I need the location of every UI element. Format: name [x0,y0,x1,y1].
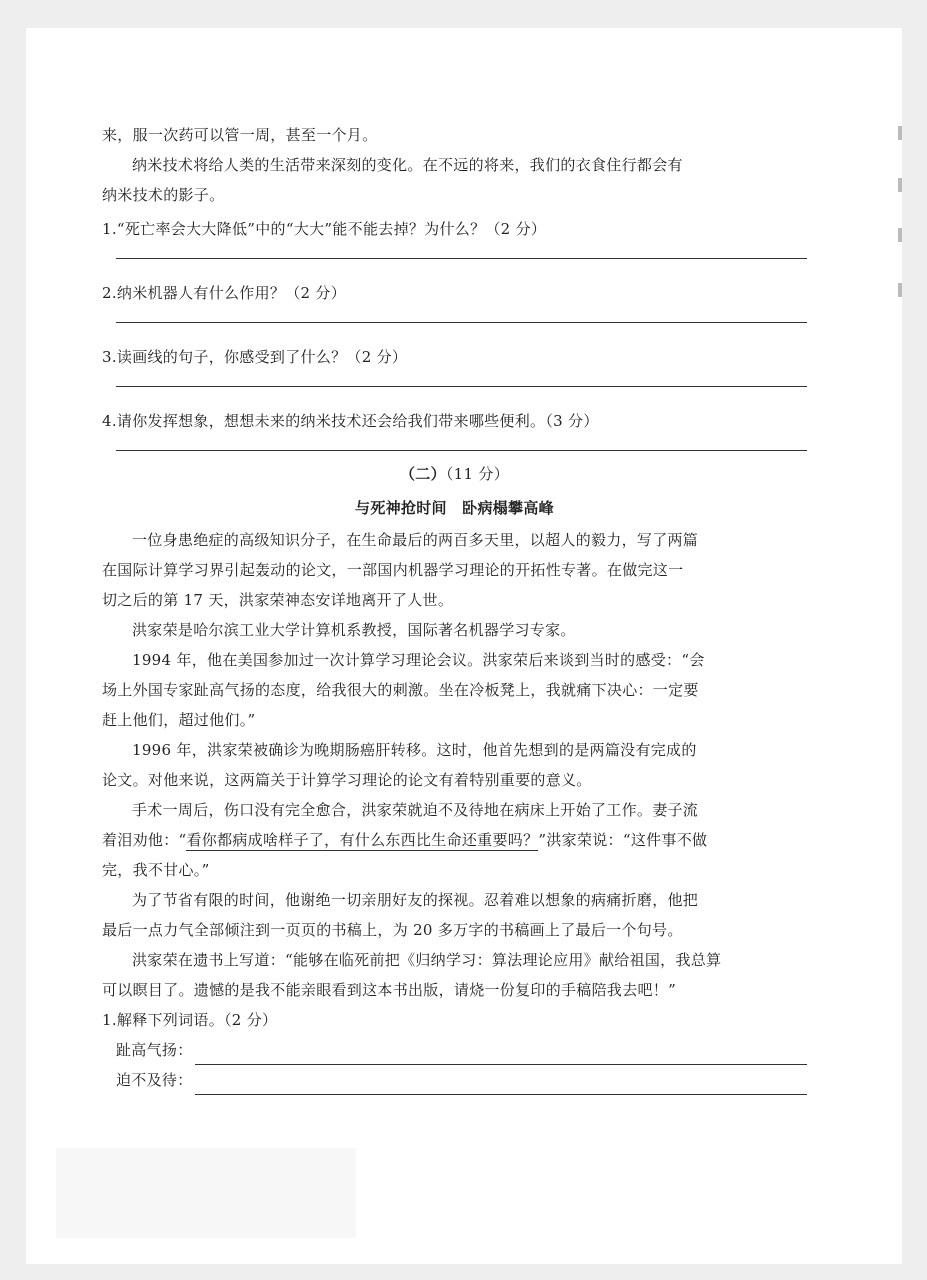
text-line: 最后一点力气全部倾注到一页页的书稿上，为 20 多万字的书稿画上了最后一个句号。 [102,921,683,939]
text-fragment: ”洪家荣说：“这件事不做 [538,831,708,849]
text-line-with-underline [102,825,807,855]
text-fragment: 着泪劝他：“ [102,831,187,849]
edge-mark [898,228,902,242]
scan-smudge [56,1148,356,1238]
text-line: 手术一周后，伤口没有完全愈合，洪家荣就迫不及待地在病床上开始了工作。妻子流 [132,801,699,819]
text-line: 赶上他们，超过他们。” [102,711,256,729]
vocab-term: 迫不及待： [116,1071,193,1089]
text-line: 论文。对他来说，这两篇关于计算学习理论的论文有着特别重要的意义。 [102,771,592,789]
text-line: 来，服一次药可以管一周，甚至一个月。 [102,126,378,144]
text-line: 切之后的第 17 天，洪家荣神态安详地离开了人世。 [102,591,454,609]
text-line: 纳米技术的影子。 [102,186,225,204]
answer-line[interactable] [116,386,807,387]
section-label: （二） [399,465,446,483]
text-line: 场上外国专家趾高气扬的态度，给我很大的刺激。坐在冷板凳上，我就痛下决心：一定要 [102,681,699,699]
answer-line[interactable] [116,258,807,259]
text-line: 一位身患绝症的高级知识分子，在生命最后的两百多天里，以超人的毅力，写了两篇 [132,531,699,549]
question-3: 3.读画线的句子，你感受到了什么？（2 分） [102,348,408,366]
section-score: （11 分） [445,465,510,483]
text-line: 完，我不甘心。” [102,861,210,879]
edge-mark [898,178,902,192]
text-line: 为了节省有限的时间，他谢绝一切亲朋好友的探视。忍着难以想象的病痛折磨，他把 [132,891,699,909]
text-line: 洪家荣是哈尔滨工业大学计算机系教授，国际著名机器学习专家。 [132,621,576,639]
vocab-item [102,1065,807,1095]
answer-line[interactable] [116,322,807,323]
question-4: 4.请你发挥想象，想想未来的纳米技术还会给我们带来哪些便利。（3 分） [102,412,599,430]
text-line: 可以瞑目了。遗憾的是我不能亲眼看到这本书出版，请烧一份复印的手稿陪我去吧！” [102,981,677,999]
text-line: 1994 年，他在美国参加过一次计算学习理论会议。洪家荣后来谈到当时的感受：“会 [132,651,705,669]
text-line: 1996 年，洪家荣被确诊为晚期肠癌肝转移。这时，他首先想到的是两篇没有完成的 [132,741,697,759]
worksheet-page [26,28,902,1264]
answer-line[interactable] [116,450,807,451]
text-line: 洪家荣在遗书上写道：“能够在临死前把《归纳学习：算法理论应用》献给祖国，我总算 [132,951,722,969]
text-line: 纳米技术将给人类的生活带来深刻的变化。在不远的将来，我们的衣食住行都会有 [132,156,683,174]
edge-mark [898,126,902,140]
vocab-item [102,1035,807,1065]
question-2: 2.纳米机器人有什么作用？（2 分） [102,284,347,302]
underlined-sentence: 看你都病成啥样子了，有什么东西比生命还重要吗？ [186,831,539,849]
vocab-answer-line[interactable] [195,1042,807,1065]
question-1: 1.“死亡率会大大降低”中的“大大”能不能去掉？为什么？（2 分） [102,220,547,238]
question-explain-words: 1.解释下列词语。（2 分） [102,1011,278,1029]
article-title: 与死神抢时间 卧病榻攀高峰 [355,499,554,517]
text-line: 在国际计算学习界引起轰动的论文，一部国内机器学习理论的开拓性专著。在做完这一 [102,561,684,579]
section-heading [102,457,807,491]
edge-mark [898,283,902,297]
vocab-answer-line[interactable] [195,1072,807,1095]
worksheet-content [102,120,807,1095]
vocab-term: 趾高气扬： [116,1041,193,1059]
